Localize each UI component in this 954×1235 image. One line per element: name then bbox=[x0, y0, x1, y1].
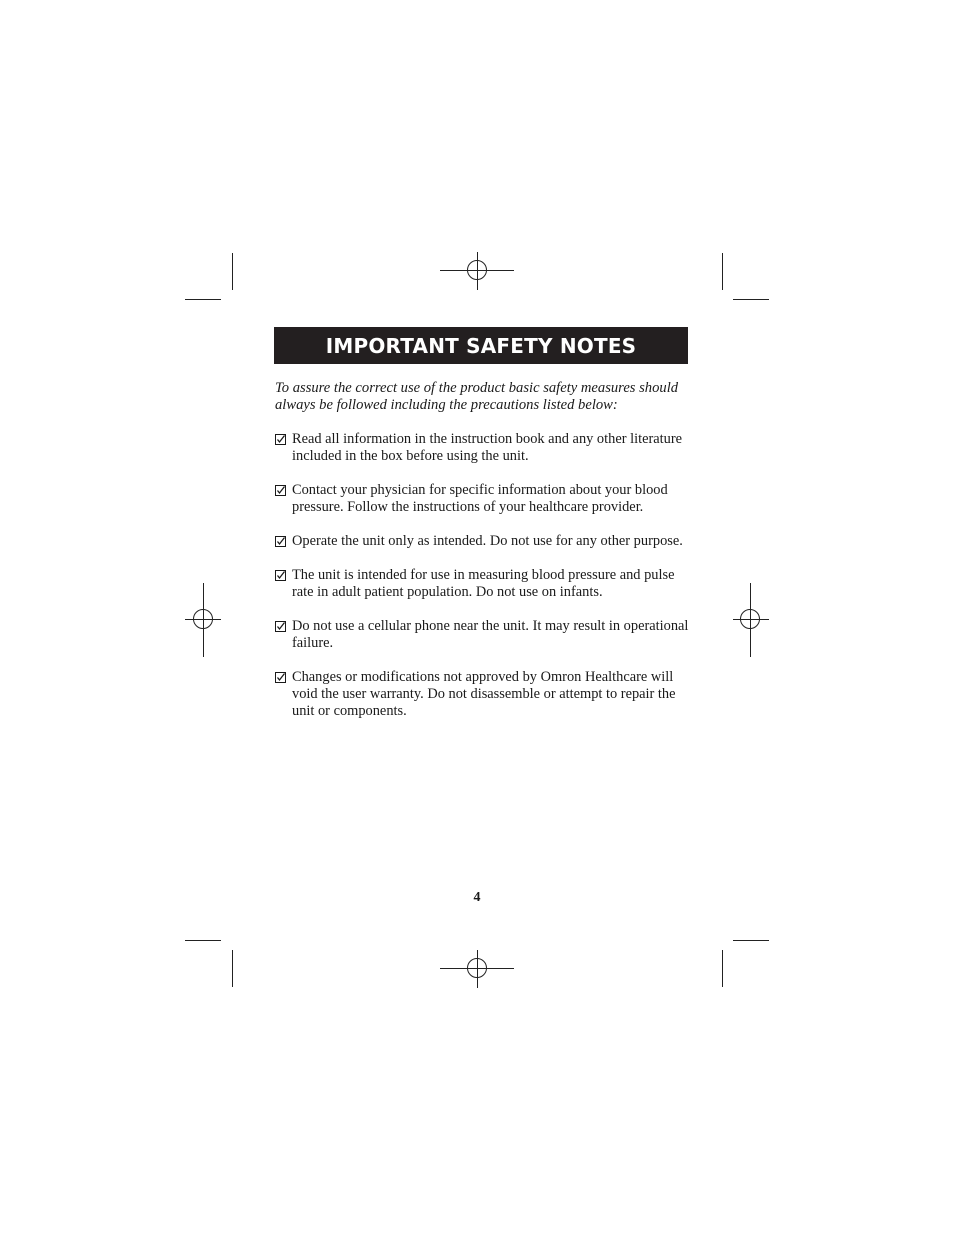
crop-mark-icon bbox=[722, 253, 723, 290]
note-text: Read all information in the instruction book and any other literature included in the box before using the unit. bbox=[292, 431, 683, 464]
page-number: 4 bbox=[473, 890, 481, 905]
checked-box-icon bbox=[275, 669, 287, 686]
note-text: Operate the unit only as intended. Do not use for any other purpose. bbox=[292, 533, 683, 549]
checked-box-icon bbox=[275, 618, 287, 635]
checked-box-icon bbox=[275, 533, 287, 550]
crop-mark-icon bbox=[232, 950, 233, 987]
crop-mark-icon bbox=[733, 940, 769, 941]
checked-box-icon bbox=[275, 482, 287, 499]
list-item bbox=[275, 669, 695, 720]
page-title bbox=[274, 327, 688, 364]
note-text: Changes or modifications not approved by Omron Healthcare will void the user warranty. Do not disassemble or attempt to repair the unit or components. bbox=[292, 669, 676, 719]
page-title-text: IMPORTANT SAFETY NOTES bbox=[325, 333, 637, 358]
crop-mark-icon bbox=[733, 299, 769, 300]
crop-mark-icon bbox=[185, 299, 221, 300]
crop-mark-icon bbox=[185, 940, 221, 941]
list-item bbox=[275, 431, 695, 465]
note-text: Do not use a cellular phone near the unit. It may result in operational failure. bbox=[292, 618, 689, 651]
crop-mark-icon bbox=[232, 253, 233, 290]
note-text: Contact your physician for specific information about your blood pressure. Follow the instructions of your healthcare provider. bbox=[292, 482, 668, 515]
intro-paragraph: To assure the correct use of the product basic safety measures should always be followed including the precautions listed below: bbox=[275, 380, 679, 413]
list-item bbox=[275, 567, 695, 601]
checked-box-icon bbox=[275, 431, 287, 448]
safety-notes-list bbox=[275, 431, 695, 737]
crop-mark-icon bbox=[722, 950, 723, 987]
note-text: The unit is intended for use in measuring blood pressure and pulse rate in adult patient population. Do not use on infants. bbox=[292, 567, 675, 600]
list-item bbox=[275, 618, 695, 652]
list-item bbox=[275, 533, 695, 550]
checked-box-icon bbox=[275, 567, 287, 584]
list-item bbox=[275, 482, 695, 516]
